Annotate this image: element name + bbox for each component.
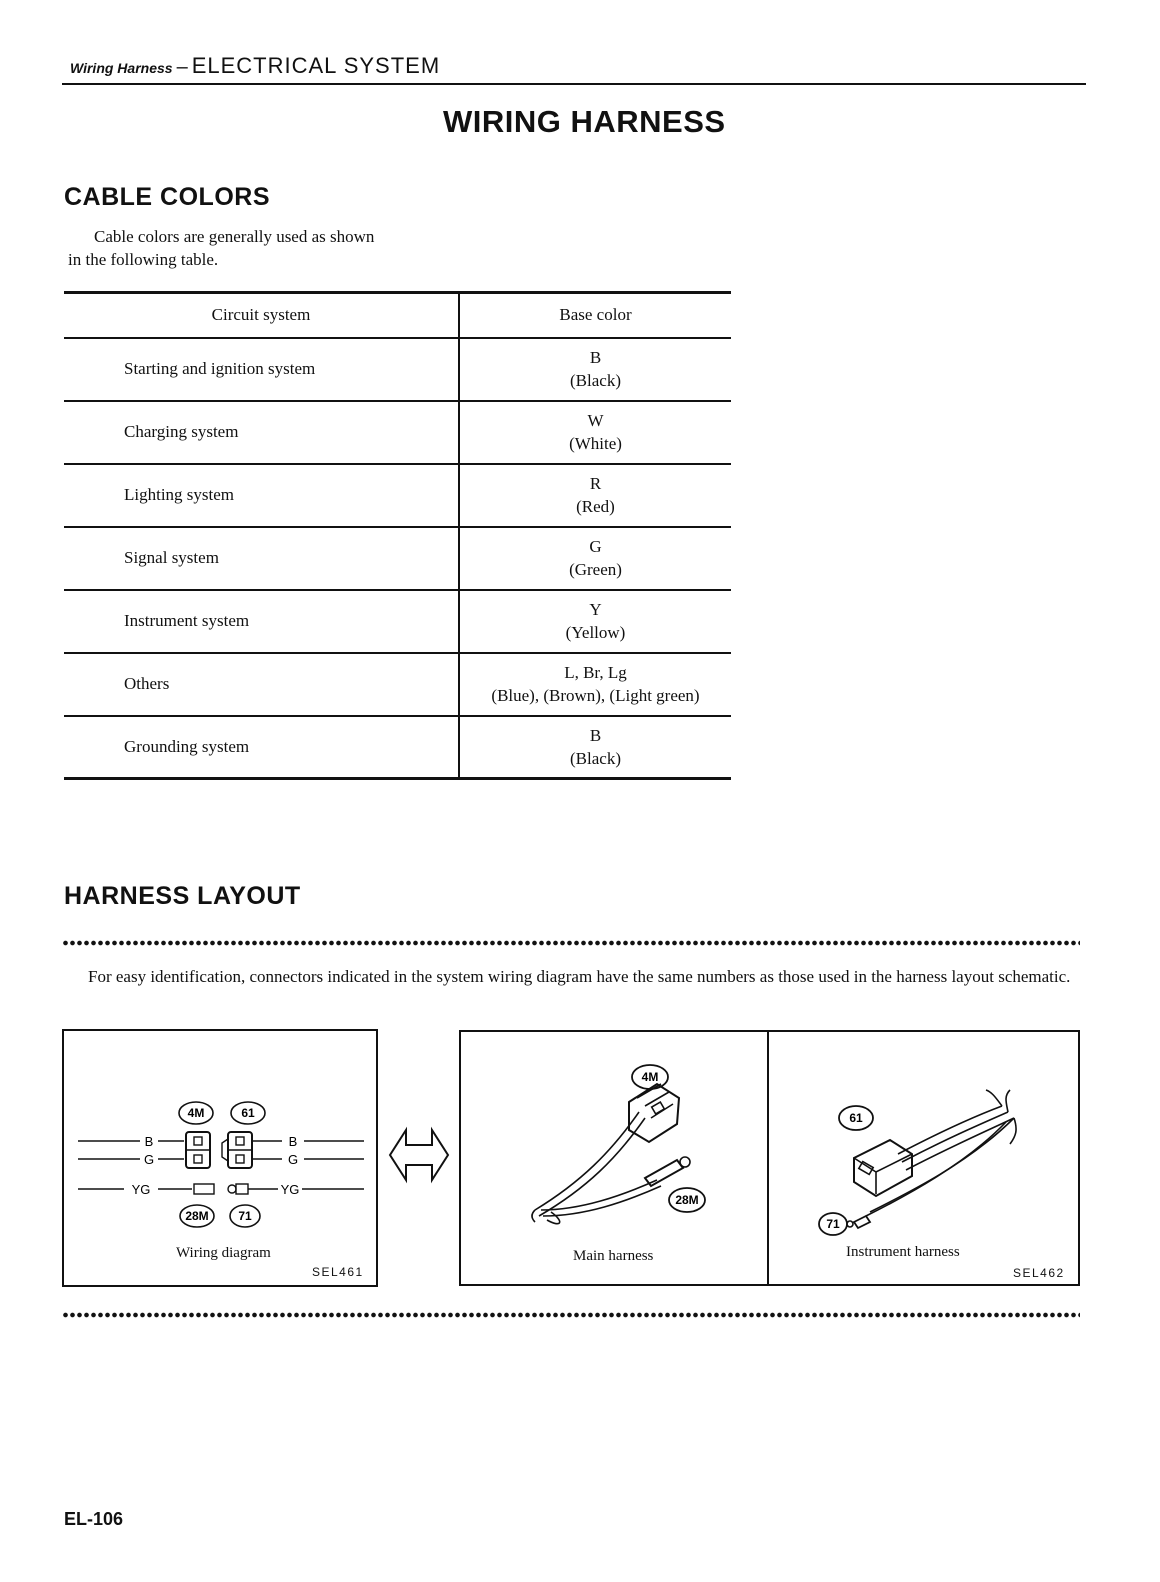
connector-label-71: 71 xyxy=(238,1209,252,1223)
circuit-system-cell: Lighting system xyxy=(64,464,459,527)
color-code: R xyxy=(589,474,602,493)
column-header-base-color: Base color xyxy=(459,293,731,338)
harness-layout-heading: HARNESS LAYOUT xyxy=(64,882,301,910)
base-color-cell xyxy=(459,338,731,401)
wire-label-left-yg: YG xyxy=(131,1182,151,1197)
color-name: (White) xyxy=(569,434,622,453)
circuit-system-cell: Charging system xyxy=(64,401,459,464)
table-row xyxy=(64,464,731,527)
page-title: WIRING HARNESS xyxy=(443,104,726,139)
table-row xyxy=(64,401,731,464)
color-name: (Black) xyxy=(570,371,621,390)
table-row xyxy=(64,527,731,590)
circuit-system-cell: Starting and ignition system xyxy=(64,338,459,401)
connector-label-61: 61 xyxy=(849,1111,863,1125)
wire-label-right-g: G xyxy=(287,1152,299,1167)
page-number: EL-106 xyxy=(64,1509,124,1529)
instrument-harness-caption: Instrument harness xyxy=(846,1244,960,1260)
header-section: Wiring Harness xyxy=(70,60,173,76)
color-code: Y xyxy=(589,600,602,619)
header-rule xyxy=(62,83,1086,85)
table-row xyxy=(64,590,731,653)
color-name: (Yellow) xyxy=(565,623,626,642)
color-name: (Blue), (Brown), (Light green) xyxy=(491,686,700,705)
wiring-diagram-caption: Wiring diagram xyxy=(176,1245,271,1261)
circuit-system-cell: Others xyxy=(64,653,459,716)
table-header-row xyxy=(64,293,731,338)
cable-colors-heading: CABLE COLORS xyxy=(64,183,270,211)
harness-layout-text: For easy identification, connectors indicated in the system wiring diagram have the same numbers as those used in the harness layout schematic. xyxy=(88,967,1071,986)
color-code: B xyxy=(589,725,602,745)
running-header xyxy=(70,53,440,79)
main-harness-caption: Main harness xyxy=(573,1248,654,1264)
double-arrow-icon xyxy=(386,1126,452,1184)
base-color-cell xyxy=(459,401,731,464)
connector-label-28m: 28M xyxy=(185,1209,209,1223)
circuit-system-cell: Grounding system xyxy=(64,716,459,779)
connector-label-71: 71 xyxy=(826,1217,840,1231)
cable-colors-table xyxy=(64,291,731,780)
connector-label-4m: 4M xyxy=(641,1070,659,1084)
wiring-diagram-figure xyxy=(62,1029,378,1287)
wire-label-right-yg: YG xyxy=(280,1182,300,1197)
circuit-system-cell: Instrument system xyxy=(64,590,459,653)
connector-label-61: 61 xyxy=(241,1106,255,1120)
cable-colors-intro: Cable colors are generally used as shown in the following table. xyxy=(68,227,375,269)
wire-label-left-b: B xyxy=(144,1134,154,1149)
color-name: (Black) xyxy=(570,748,621,768)
base-color-cell xyxy=(459,464,731,527)
harness-figure xyxy=(459,1030,1080,1286)
connector-label-4m: 4M xyxy=(187,1106,205,1120)
main-harness-drawing xyxy=(461,1032,767,1284)
color-code: B xyxy=(589,348,602,367)
base-color-cell xyxy=(459,527,731,590)
header-chapter: ELECTRICAL SYSTEM xyxy=(191,53,441,78)
base-color-cell xyxy=(459,716,731,779)
color-name: (Green) xyxy=(569,560,622,579)
table-row xyxy=(64,653,731,716)
wiring-diagram-code: SEL461 xyxy=(312,1265,364,1279)
color-code: W xyxy=(587,411,604,430)
connector-label-28m: 28M xyxy=(675,1193,699,1207)
base-color-cell xyxy=(459,590,731,653)
color-code: G xyxy=(589,537,602,556)
wire-label-left-g: G xyxy=(143,1152,155,1167)
color-code: L, Br, Lg xyxy=(564,663,627,682)
table-row xyxy=(64,716,731,779)
figure-divider xyxy=(767,1030,769,1286)
wire-label-right-b: B xyxy=(288,1134,298,1149)
column-header-circuit: Circuit system xyxy=(64,293,459,338)
circuit-system-cell: Signal system xyxy=(64,527,459,590)
instrument-harness-code: SEL462 xyxy=(1013,1266,1065,1280)
header-separator: – xyxy=(176,56,188,78)
dotted-band-bottom xyxy=(62,1312,1080,1318)
base-color-cell xyxy=(459,653,731,716)
color-name: (Red) xyxy=(576,497,615,516)
table-row xyxy=(64,338,731,401)
dotted-band-top xyxy=(62,940,1080,946)
